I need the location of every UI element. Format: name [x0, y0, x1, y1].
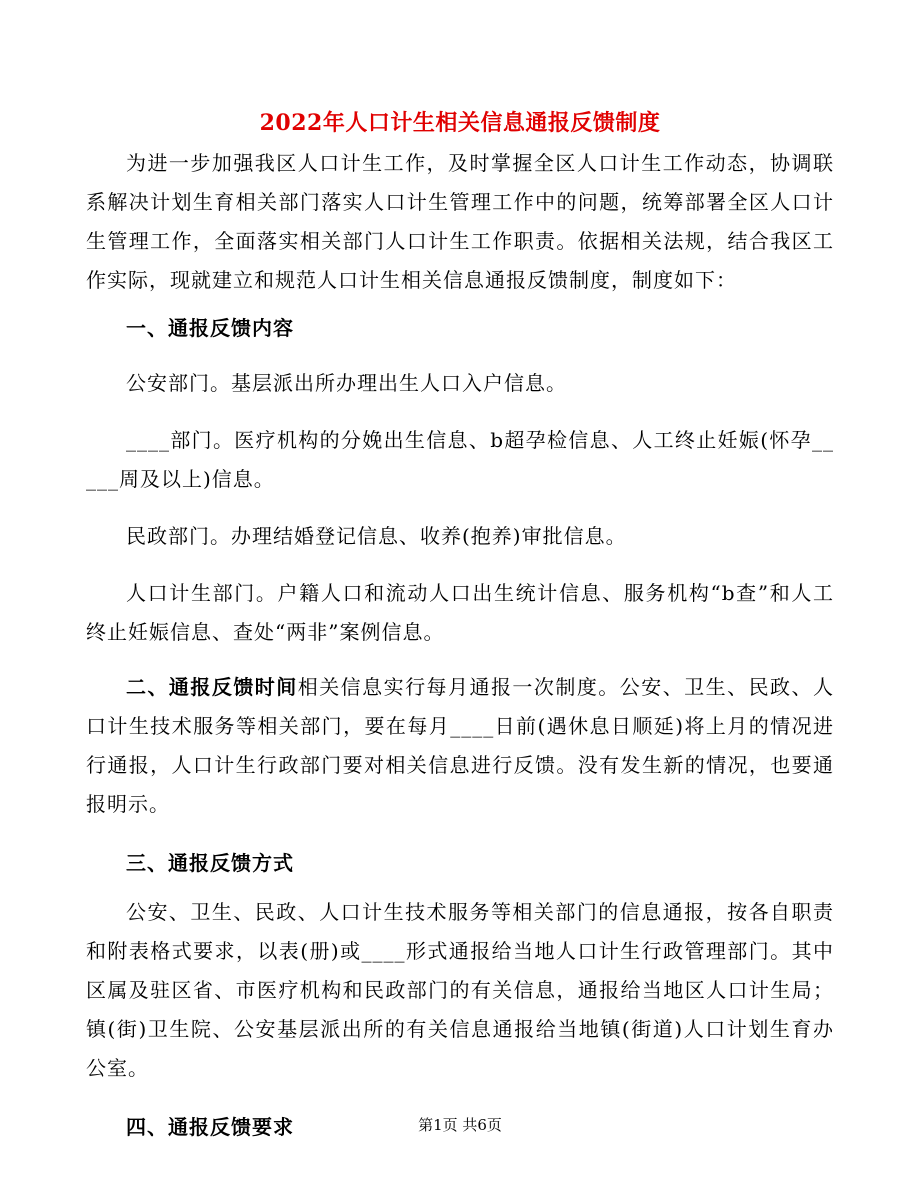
- section1-item-family-planning: 人口计生部门。户籍人口和流动人口出生统计信息、服务机构“b查”和人工终止妊娠信息、查处“两非”案例信息。: [86, 581, 834, 644]
- page-footer: 第1页 共6页: [418, 1116, 502, 1134]
- section-heading-1: 一、通报反馈内容: [126, 316, 294, 340]
- document-title: 2022年人口计生相关信息通报反馈制度: [259, 110, 661, 136]
- section2-paragraph: [86, 668, 834, 824]
- section-heading-4: 四、通报反馈要求: [126, 1115, 294, 1139]
- intro-paragraph: 为进一步加强我区人口计生工作，及时掌握全区人口计生工作动态，协调联系解决计划生育相关部门落实人口计生管理工作中的问题，统筹部署全区人口计生管理工作，全面落实相关部门人口计生工作职责。依据相关法规，结合我区工作实际，现就建立和规范人口计生相关信息通报反馈制度，制度如下：: [86, 151, 834, 292]
- section1-item-public-security: 公安部门。基层派出所办理出生人口入户信息。: [126, 371, 567, 395]
- document-body: [86, 144, 834, 1165]
- section-heading-2: 二、通报反馈时间: [126, 675, 298, 699]
- section1-item-health: ____部门。医疗机构的分娩出生信息、b超孕检信息、人工终止妊娠(怀孕_____周及以上)信息。: [86, 428, 834, 491]
- section-heading-3: 三、通报反馈方式: [126, 851, 294, 875]
- section3-paragraph: 公安、卫生、民政、人口计生技术服务等相关部门的信息通报，按各自职责和附表格式要求，以表(册)或____形式通报给当地人口计生行政管理部门。其中区属及驻区省、市医疗机构和民政部门的有关信息，通报给当地区人口计生局；镇(街)卫生院、公安基层派出所的有关信息通报给当地镇(街道)人口计划生育办公室。: [86, 900, 834, 1080]
- section2-text: 相关信息实行每月通报一次制度。公安、卫生、民政、人口计生技术服务等相关部门，要在每月____日前(遇休息日顺延)将上月的情况进行通报，人口计生行政部门要对相关信息进行反馈。没有发生新的情况，也要通报明示。: [86, 675, 834, 816]
- section1-item-civil-affairs: 民政部门。办理结婚登记信息、收养(抱养)审批信息。: [126, 524, 627, 548]
